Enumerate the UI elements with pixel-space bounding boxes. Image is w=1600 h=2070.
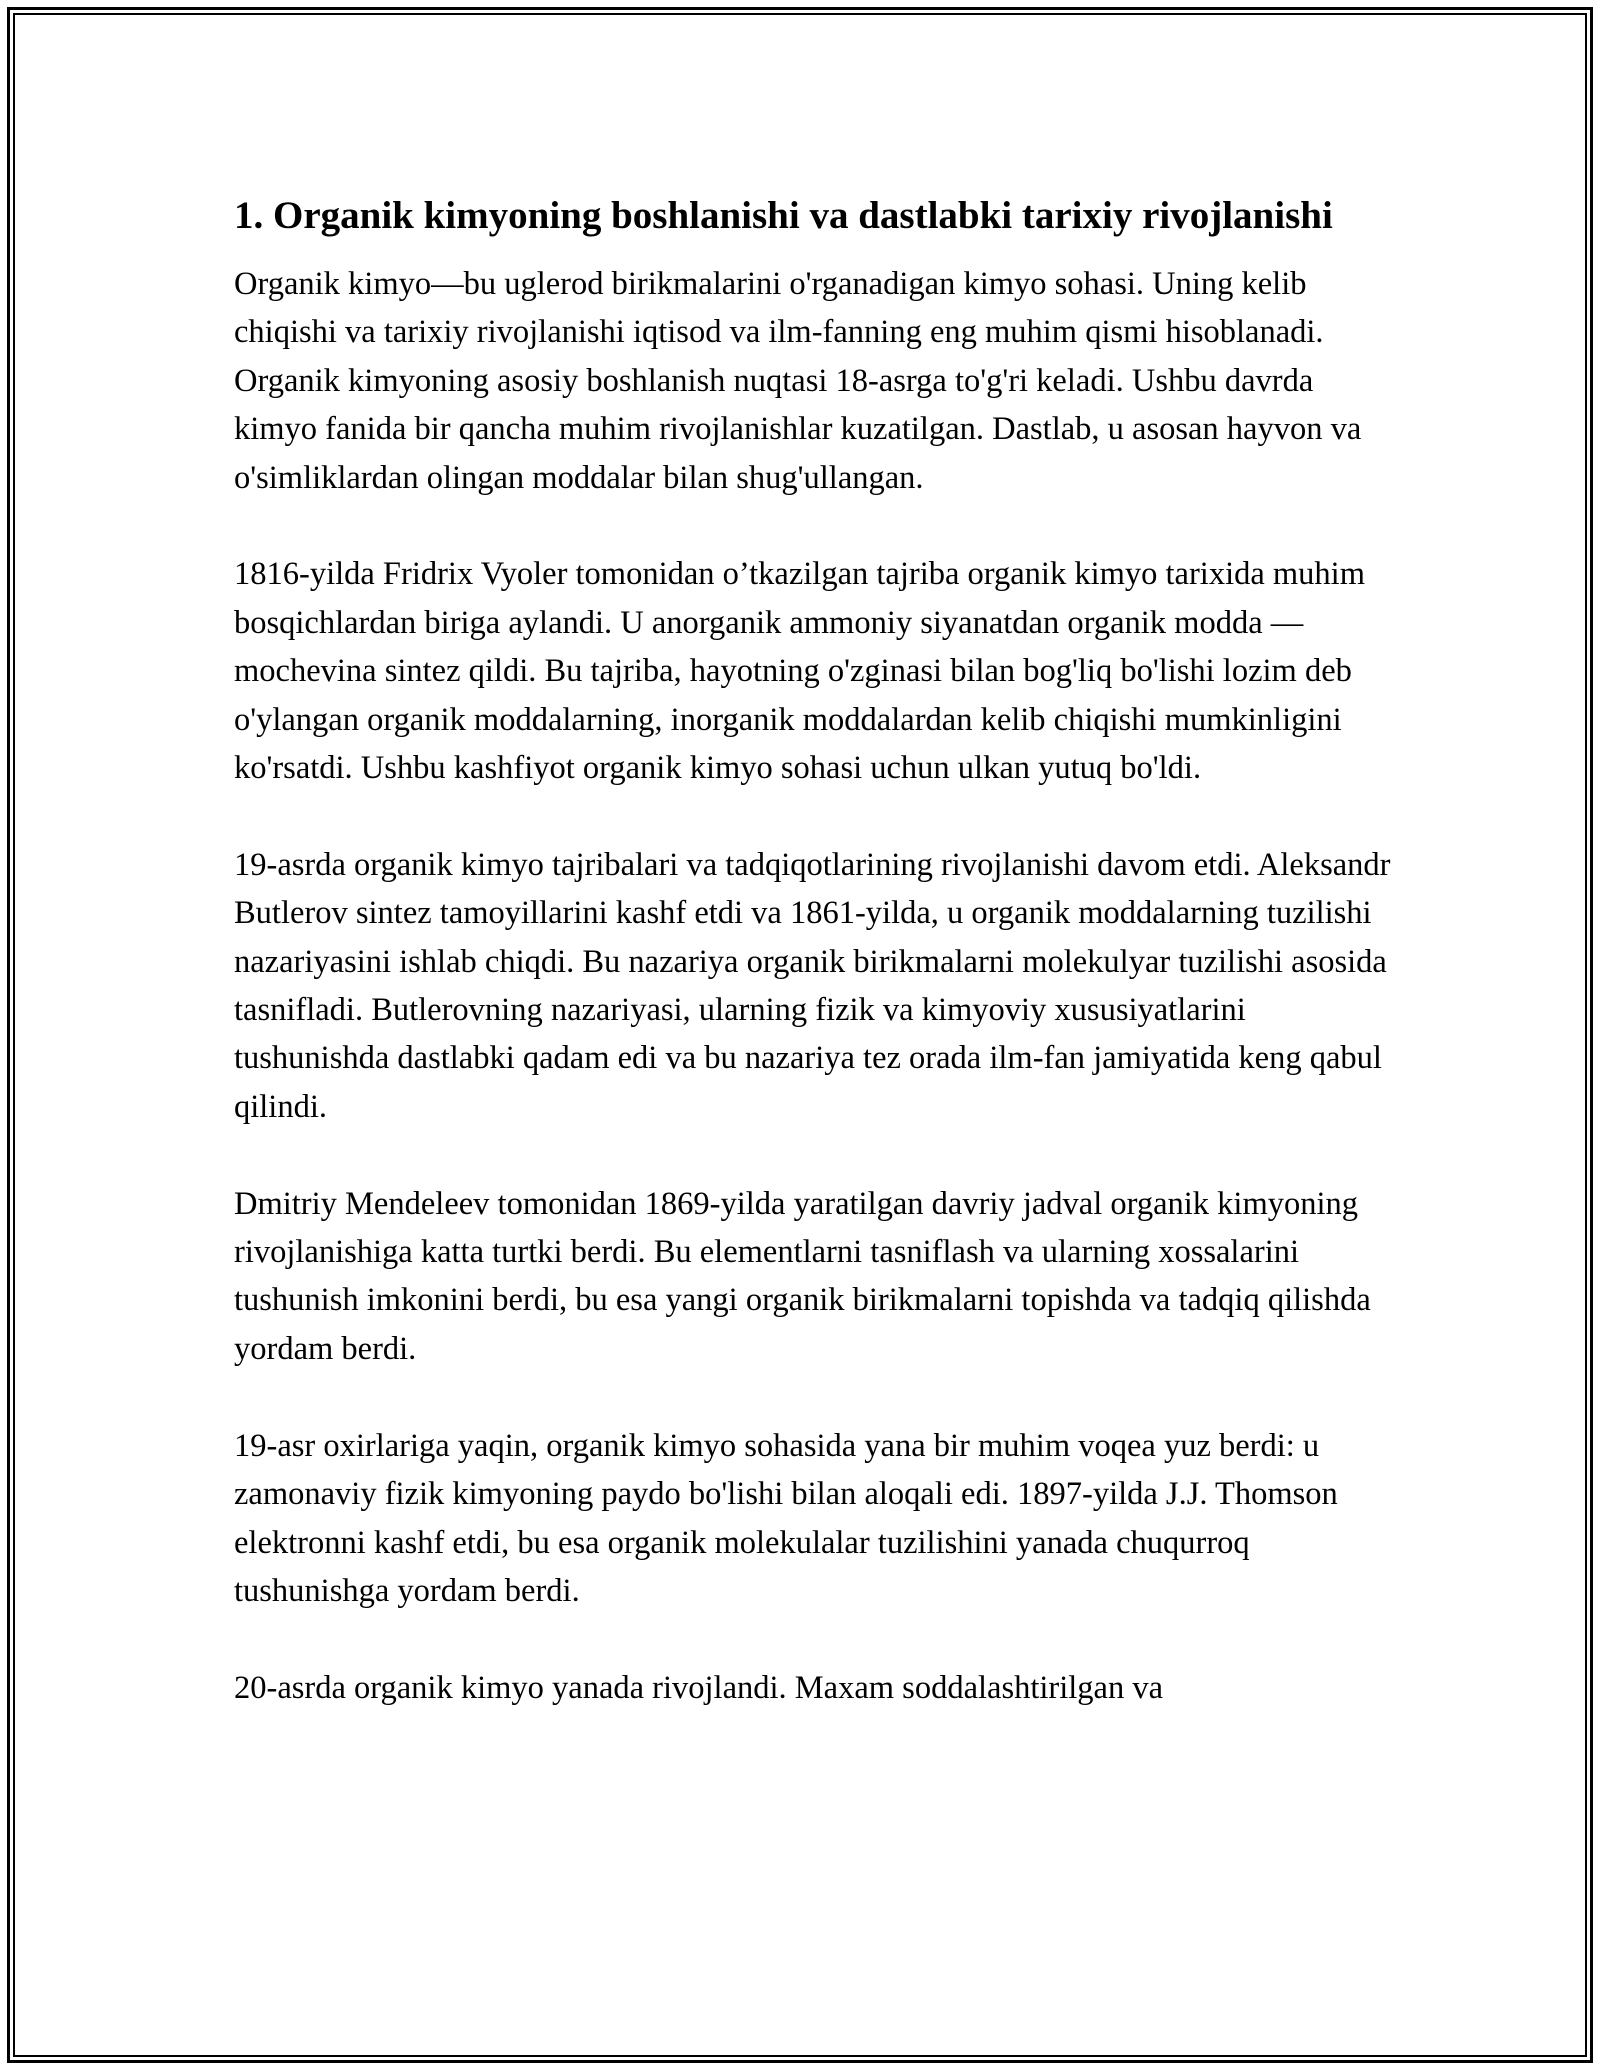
paragraph-4: Dmitriy Mendeleev tomonidan 1869-yilda yaratilgan davriy jadval organik kimyoning rivojlanishiga katta turtki berdi. Bu elementlarni tasniflash va ularning xossalarini tushunish imkonini berdi, bu esa yangi organik birikmalarni topishda va tadqiq qilishda yordam berdi. — [234, 1185, 1371, 1367]
paragraph-1: Organik kimyo—bu uglerod birikmalarini o'rganadigan kimyo sohasi. Uning kelib chiqishi va tarixiy rivojlanishi iqtisod va ilm-fanning eng muhim qismi hisoblanadi. Organik kimyoning asosiy boshlanish nuqtasi 18-asrga to'g'ri keladi. Ushbu davrda kimyo fanida bir qancha muhim rivojlanishlar kuzatilgan. Dastlab, u asosan hayvon va o'simliklardan olingan moddalar bilan shug'ullangan. — [234, 266, 1362, 496]
paragraph-5: 19-asr oxirlariga yaqin, organik kimyo sohasida yana bir muhim voqea yuz berdi: u zamonaviy fizik kimyoning paydo bo'lishi bilan aloqali edi. 1897-yilda J.J. Thomson elektronni kashf etdi, bu esa organik molekulalar tuzilishini yanada chuqurroq tushunishga yordam berdi. — [234, 1427, 1338, 1609]
paragraph-3: 19-asrda organik kimyo tajribalari va tadqiqotlarining rivojlanishi davom etdi. Aleksandr Butlerov sintez tamoyillarini kashf etdi va 1861-yilda, u organik moddalarning tuzilishi nazariyasini ishlab chiqdi. Bu nazariya organik birikmalarni molekulyar tuzilishi asosida tasnifladi. Butlerovning nazariyasi, ularning fizik va kimyoviy xususiyatlarini tushunishda dastlabki qadam edi va bu nazariya tez orada ilm-fan jamiyatida keng qabul qilindi. — [234, 846, 1391, 1125]
paragraph-6: 20-asrda organik kimyo yanada rivojlandi. Maxam soddalashtirilgan va — [234, 1669, 1164, 1706]
section-heading: 1. Organik kimyoning boshlanishi va dastlabki tarixiy rivojlanishi — [234, 194, 1333, 237]
paragraph-2: 1816-yilda Fridrix Vyoler tomonidan o’tkazilgan tajriba organik kimyo tarixida muhim bosqichlardan biriga aylandi. U anorganik ammoniy siyanatdan organik modda — mochevina sintez qildi. Bu tajriba, hayotning o'zginasi bilan bog'liq bo'lishi lozim deb o'ylangan organik moddalarning, inorganik moddalardan kelib chiqishi mumkinligini ko'rsatdi. Ushbu kashfiyot organik kimyo sohasi uchun ulkan yutuq bo'ldi. — [234, 556, 1365, 787]
document-body — [234, 189, 1394, 1761]
document-page — [7, 7, 1593, 2063]
